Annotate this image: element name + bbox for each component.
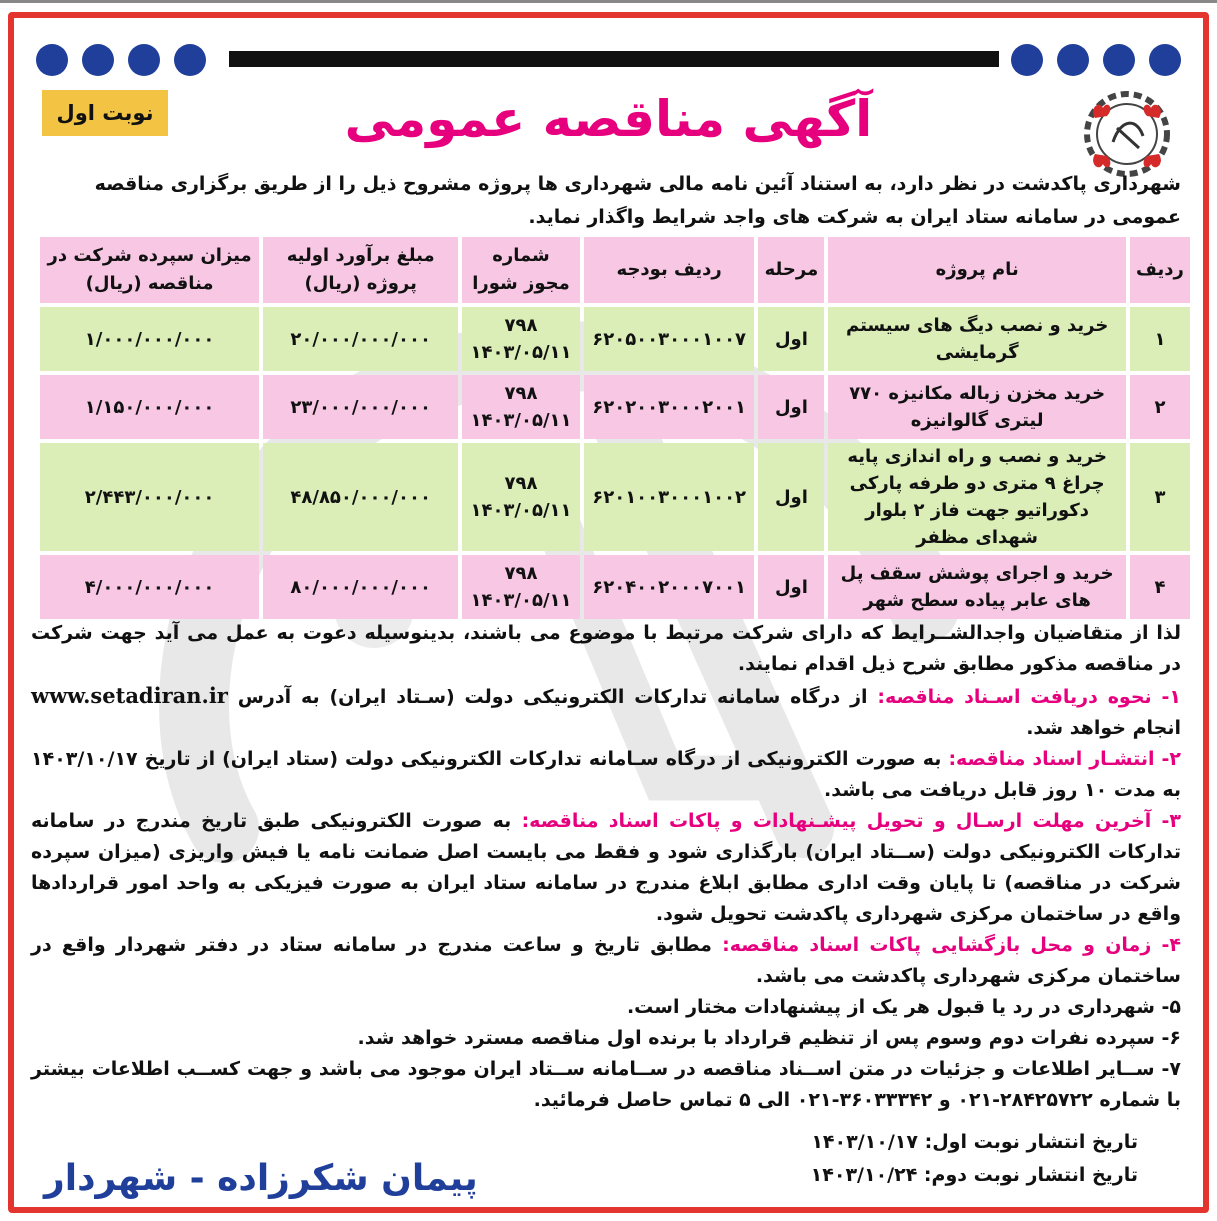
cell-deposit: ۱/۱۵۰/۰۰۰/۰۰۰ [40,375,259,439]
table-row [40,555,1190,619]
item-4-text: مطابق تاریخ و ساعت مندرج در سامانه ستاد در دفتر شهردار واقع در ساختمان مرکزی شهرداری پاکدشت می باشد. [31,934,1181,987]
item-2-text: به صورت الکترونیکی از درگاه سـامانه تدارکات الکترونیکی دولت (ستاد ایران) از تاریخ ۱۴۰۳/۱۰/۱۷ به مدت ۱۰ روز قابل دریافت می باشد. [31,748,1181,801]
publication-dates [811,1126,1138,1192]
intro-paragraph: شهرداری پاکدشت در نظر دارد، به استناد آئین نامه مالی شهرداری ها پروژه مشروح ذیل را از طریق برگزاری مناقصه عمومی در سامانه ستاد ایران به شرکت های واجد شرایط واگذار نماید. [94,173,1181,228]
item-3-title: ۳- آخرین مهلت ارسـال و تحویل پیشـنهادات و پاکات اسناد مناقصه: [521,810,1181,832]
municipality-logo-icon [1081,88,1173,180]
item-2 [31,744,1181,806]
permit-date: ۱۴۰۳/۰۵/۱۱ [470,500,572,521]
item-4-title: ۴- زمان و محل بازگشایی پاکات اسناد مناقصه: [722,934,1181,956]
header-idx: ردیف [1130,237,1190,303]
cell-estimate: ۴۸/۸۵۰/۰۰۰/۰۰۰ [263,443,458,551]
first-publication-date: تاریخ انتشار نوبت اول: ۱۴۰۳/۱۰/۱۷ [811,1131,1138,1153]
item-1-title: ۱- نحوه دریافت اسـناد مناقصه: [877,686,1181,708]
dot-icon [128,44,160,76]
header-permit: شماره مجوز شورا [462,237,580,303]
header-budget: ردیف بودجه [584,237,755,303]
item-4 [31,930,1181,992]
item-3 [31,806,1181,930]
cell-budget: ۶۲۰۱۰۰۳۰۰۰۱۰۰۲ [584,443,755,551]
header-estimate: مبلغ برآورد اولیه پروژه (ریال) [263,237,458,303]
cell-estimate: ۲۰/۰۰۰/۰۰۰/۰۰۰ [263,307,458,371]
decorative-bar [229,51,999,67]
dot-icon [36,44,68,76]
item-6: ۶- سپرده نفرات دوم وسوم پس از تنظیم قرارداد با برنده اول مناقصه مسترد خواهد شد. [357,1027,1181,1049]
setadiran-link[interactable]: www.setadiran.ir [31,683,228,708]
dot-icon [1011,44,1043,76]
header-name: نام پروژه [828,237,1126,303]
decorative-dots-left [36,44,206,76]
table-header-row [40,237,1190,303]
table-row [40,443,1190,551]
cell-idx: ۱ [1130,307,1190,371]
mayor-signature: پیمان شکرزاده - شهردار [44,1158,478,1199]
cell-budget: ۶۲۰۴۰۰۲۰۰۰۷۰۰۱ [584,555,755,619]
item-1 [31,680,1181,744]
cell-idx: ۳ [1130,443,1190,551]
cell-idx: ۴ [1130,555,1190,619]
lead-paragraph: لذا از متقاضیان واجدالشــرایط که دارای شرکت مرتبط با موضوع می باشند، بدینوسیله دعوت به عمل می آید جهت شرکت در مناقصه مذکور مطابق شرح ذیل اقدام نمایند. [31,622,1181,675]
cell-permit [462,307,580,371]
cell-permit [462,375,580,439]
dot-icon [1103,44,1135,76]
cell-budget: ۶۲۰۲۰۰۳۰۰۰۲۰۰۱ [584,375,755,439]
cell-budget: ۶۲۰۵۰۰۳۰۰۰۱۰۰۷ [584,307,755,371]
cell-estimate: ۲۳/۰۰۰/۰۰۰/۰۰۰ [263,375,458,439]
permit-number: ۷۹۸ [504,315,538,336]
second-publication-date: تاریخ انتشار نوبت دوم: ۱۴۰۳/۱۰/۲۴ [810,1164,1138,1186]
item-3-text: به صورت الکترونیکی طبق تاریخ مندرج در سامانه تدارکات الکترونیکی دولت (ســتاد ایران) بارگذاری شود و فقط می بایست اصل ضمانت نامه یا فیش واریزی (میزان سپرده شرکت در مناقصه) تا پایان وقت اداری مطابق ابلاغ مندرج در سامانه ستاد ایران به صورت فیزیکی به واحد امور قراردادها واقع در ساختمان مرکزی شهرداری پاکدشت تحویل شود. [31,810,1181,925]
dot-icon [82,44,114,76]
cell-permit [462,555,580,619]
header-deposit: میزان سپرده شرکت در مناقصه (ریال) [40,237,259,303]
dot-icon [174,44,206,76]
item-2-title: ۲- انتشـار اسناد مناقصه: [948,748,1181,770]
cell-deposit: ۱/۰۰۰/۰۰۰/۰۰۰ [40,307,259,371]
cell-permit [462,443,580,551]
table-row [40,375,1190,439]
item-1-text-b: انجام خواهد شد. [1026,717,1181,739]
permit-date: ۱۴۰۳/۰۵/۱۱ [470,410,572,431]
item-1-text-a: از درگاه سامانه تدارکات الکترونیکی دولت (سـتاد ایران) به آدرس [227,686,878,708]
dot-icon [1149,44,1181,76]
item-7: ۷- ســایر اطلاعات و جزئیات در متن اســناد مناقصه در ســامانه ســتاد ایران موجود می باشد و جهت کســب اطلاعات بیشتر با شماره ۲۸۴۲۵۷۲۲-۰۲۱ و ۳۶۰۳۳۳۴۲-۰۲۱ الی ۵ تماس حاصل فرمائید. [31,1058,1181,1111]
notice-body [31,618,1181,1116]
page-title: آگهی مناقصه عمومی [344,90,873,148]
cell-name: خرید و اجرای پوشش سقف پل های عابر پیاده سطح شهر [828,555,1126,619]
decorative-dots-right [1011,44,1181,76]
cell-stage: اول [758,443,824,551]
cell-stage: اول [758,307,824,371]
item-5: ۵- شهرداری در رد یا قبول هر یک از پیشنهادات مختار است. [626,996,1181,1018]
permit-number: ۷۹۸ [504,383,538,404]
header-stage: مرحله [758,237,824,303]
cell-stage: اول [758,555,824,619]
projects-table [36,233,1194,623]
cell-name: خرید و نصب دیگ های سیستم گرمایشی [828,307,1126,371]
cell-deposit: ۲/۴۴۳/۰۰۰/۰۰۰ [40,443,259,551]
top-rule [0,0,1217,3]
notice-frame [8,12,1209,1213]
cell-estimate: ۸۰/۰۰۰/۰۰۰/۰۰۰ [263,555,458,619]
cell-name: خرید مخزن زباله مکانیزه ۷۷۰ لیتری گالوانیزه [828,375,1126,439]
permit-date: ۱۴۰۳/۰۵/۱۱ [470,342,572,363]
permit-number: ۷۹۸ [504,473,538,494]
cell-stage: اول [758,375,824,439]
table-row [40,307,1190,371]
permit-date: ۱۴۰۳/۰۵/۱۱ [470,590,572,611]
cell-name: خرید و نصب و راه اندازی پایه چراغ ۹ متری دو طرفه پارکی دکوراتیو جهت فاز ۲ بلوار شهدای مظفر [828,443,1126,551]
cell-idx: ۲ [1130,375,1190,439]
permit-number: ۷۹۸ [504,563,538,584]
edition-badge: نوبت اول [42,90,168,136]
dot-icon [1057,44,1089,76]
cell-deposit: ۴/۰۰۰/۰۰۰/۰۰۰ [40,555,259,619]
